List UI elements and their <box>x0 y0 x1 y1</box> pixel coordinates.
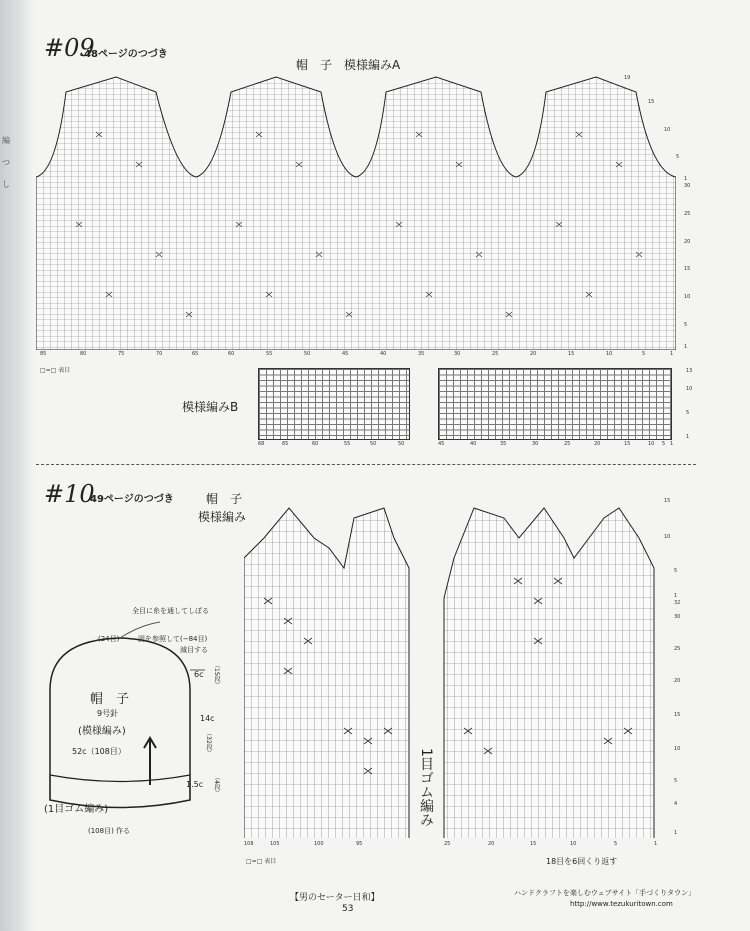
diagram-top-count: (24目) <box>98 635 120 643</box>
chart-title-10-line2: 模様編み <box>198 510 247 524</box>
chart-title-10-line1: 帽 子 <box>206 492 243 506</box>
diagram-h3-rows: （4段） <box>213 774 220 796</box>
diagram-top-note: 全目に糸を通してしぼる <box>132 607 209 615</box>
diagram-h3: 1.5c <box>186 780 204 789</box>
diagram-rib: (1目ゴム編み) <box>44 804 109 815</box>
diagram-h1-rows: （15段） <box>213 662 220 688</box>
footer-site-text: ハンドクラフトを楽しむウェブサイト「手づくりタウン」 <box>514 889 696 897</box>
continuation-note-10: 49ページのつづき <box>90 494 174 505</box>
pattern-number-10: #10 <box>44 480 95 508</box>
diagram-h2: 14c <box>200 714 215 723</box>
knitting-chart-b-left <box>258 368 410 440</box>
continuation-note-09: 48ページのつづき <box>84 49 168 60</box>
diagram-decrease-note2: 減目する <box>180 646 208 654</box>
margin-text: 編 つ し <box>2 136 10 189</box>
knitting-chart-a <box>36 72 676 350</box>
stitch-marks-a: 85 80 75 70 65 60 55 50 45 40 35 30 25 20 15 10 5 1 <box>40 351 674 357</box>
chart-title-b: 模様編みB <box>182 400 239 414</box>
diagram-h1: 6c <box>194 670 204 679</box>
diagram-bottom-count: (108目) 作る <box>88 827 131 835</box>
knitting-chart-10 <box>244 498 664 838</box>
rib-label: 1目ゴム編み <box>418 748 434 827</box>
diagram-pattern: (模様編み) <box>78 726 126 737</box>
diagram-needle: 9号針 <box>97 709 119 718</box>
diagram-width: 52c（108目） <box>72 747 126 756</box>
row-marks-10: 15 10 5 1 32 30 25 20 15 10 5 4 1 <box>664 498 681 836</box>
diagram-decrease-note: 図を参照して(−84目) <box>138 635 208 643</box>
diagram-h2-rows: （32段） <box>205 730 212 756</box>
knitting-chart-b-right <box>438 368 672 440</box>
footer-book-title: 【男のセーター日和】 <box>290 893 380 903</box>
stitch-marks-b: 68 65 60 55 50 50 45 40 35 30 25 20 15 10 5 1 <box>258 441 674 447</box>
page-number: 53 <box>342 904 354 914</box>
diagram-title: 帽 子 <box>90 692 130 707</box>
footer-url[interactable]: http://www.tezukuritown.com <box>570 900 673 908</box>
legend-10: □=□ 表目 <box>246 858 277 865</box>
row-marks-b: 13 10 5 1 <box>686 368 693 440</box>
legend-09: □=□ 表目 <box>40 367 71 374</box>
section-divider <box>36 464 696 465</box>
stitch-marks-10: 108 105 100 95 25 20 15 10 5 1 <box>244 841 658 847</box>
chart-title-a: 帽 子 模様編みA <box>296 58 401 72</box>
repeat-note: 18目を6回くり返す <box>546 857 618 866</box>
pattern-number-09: #09 <box>44 34 95 62</box>
